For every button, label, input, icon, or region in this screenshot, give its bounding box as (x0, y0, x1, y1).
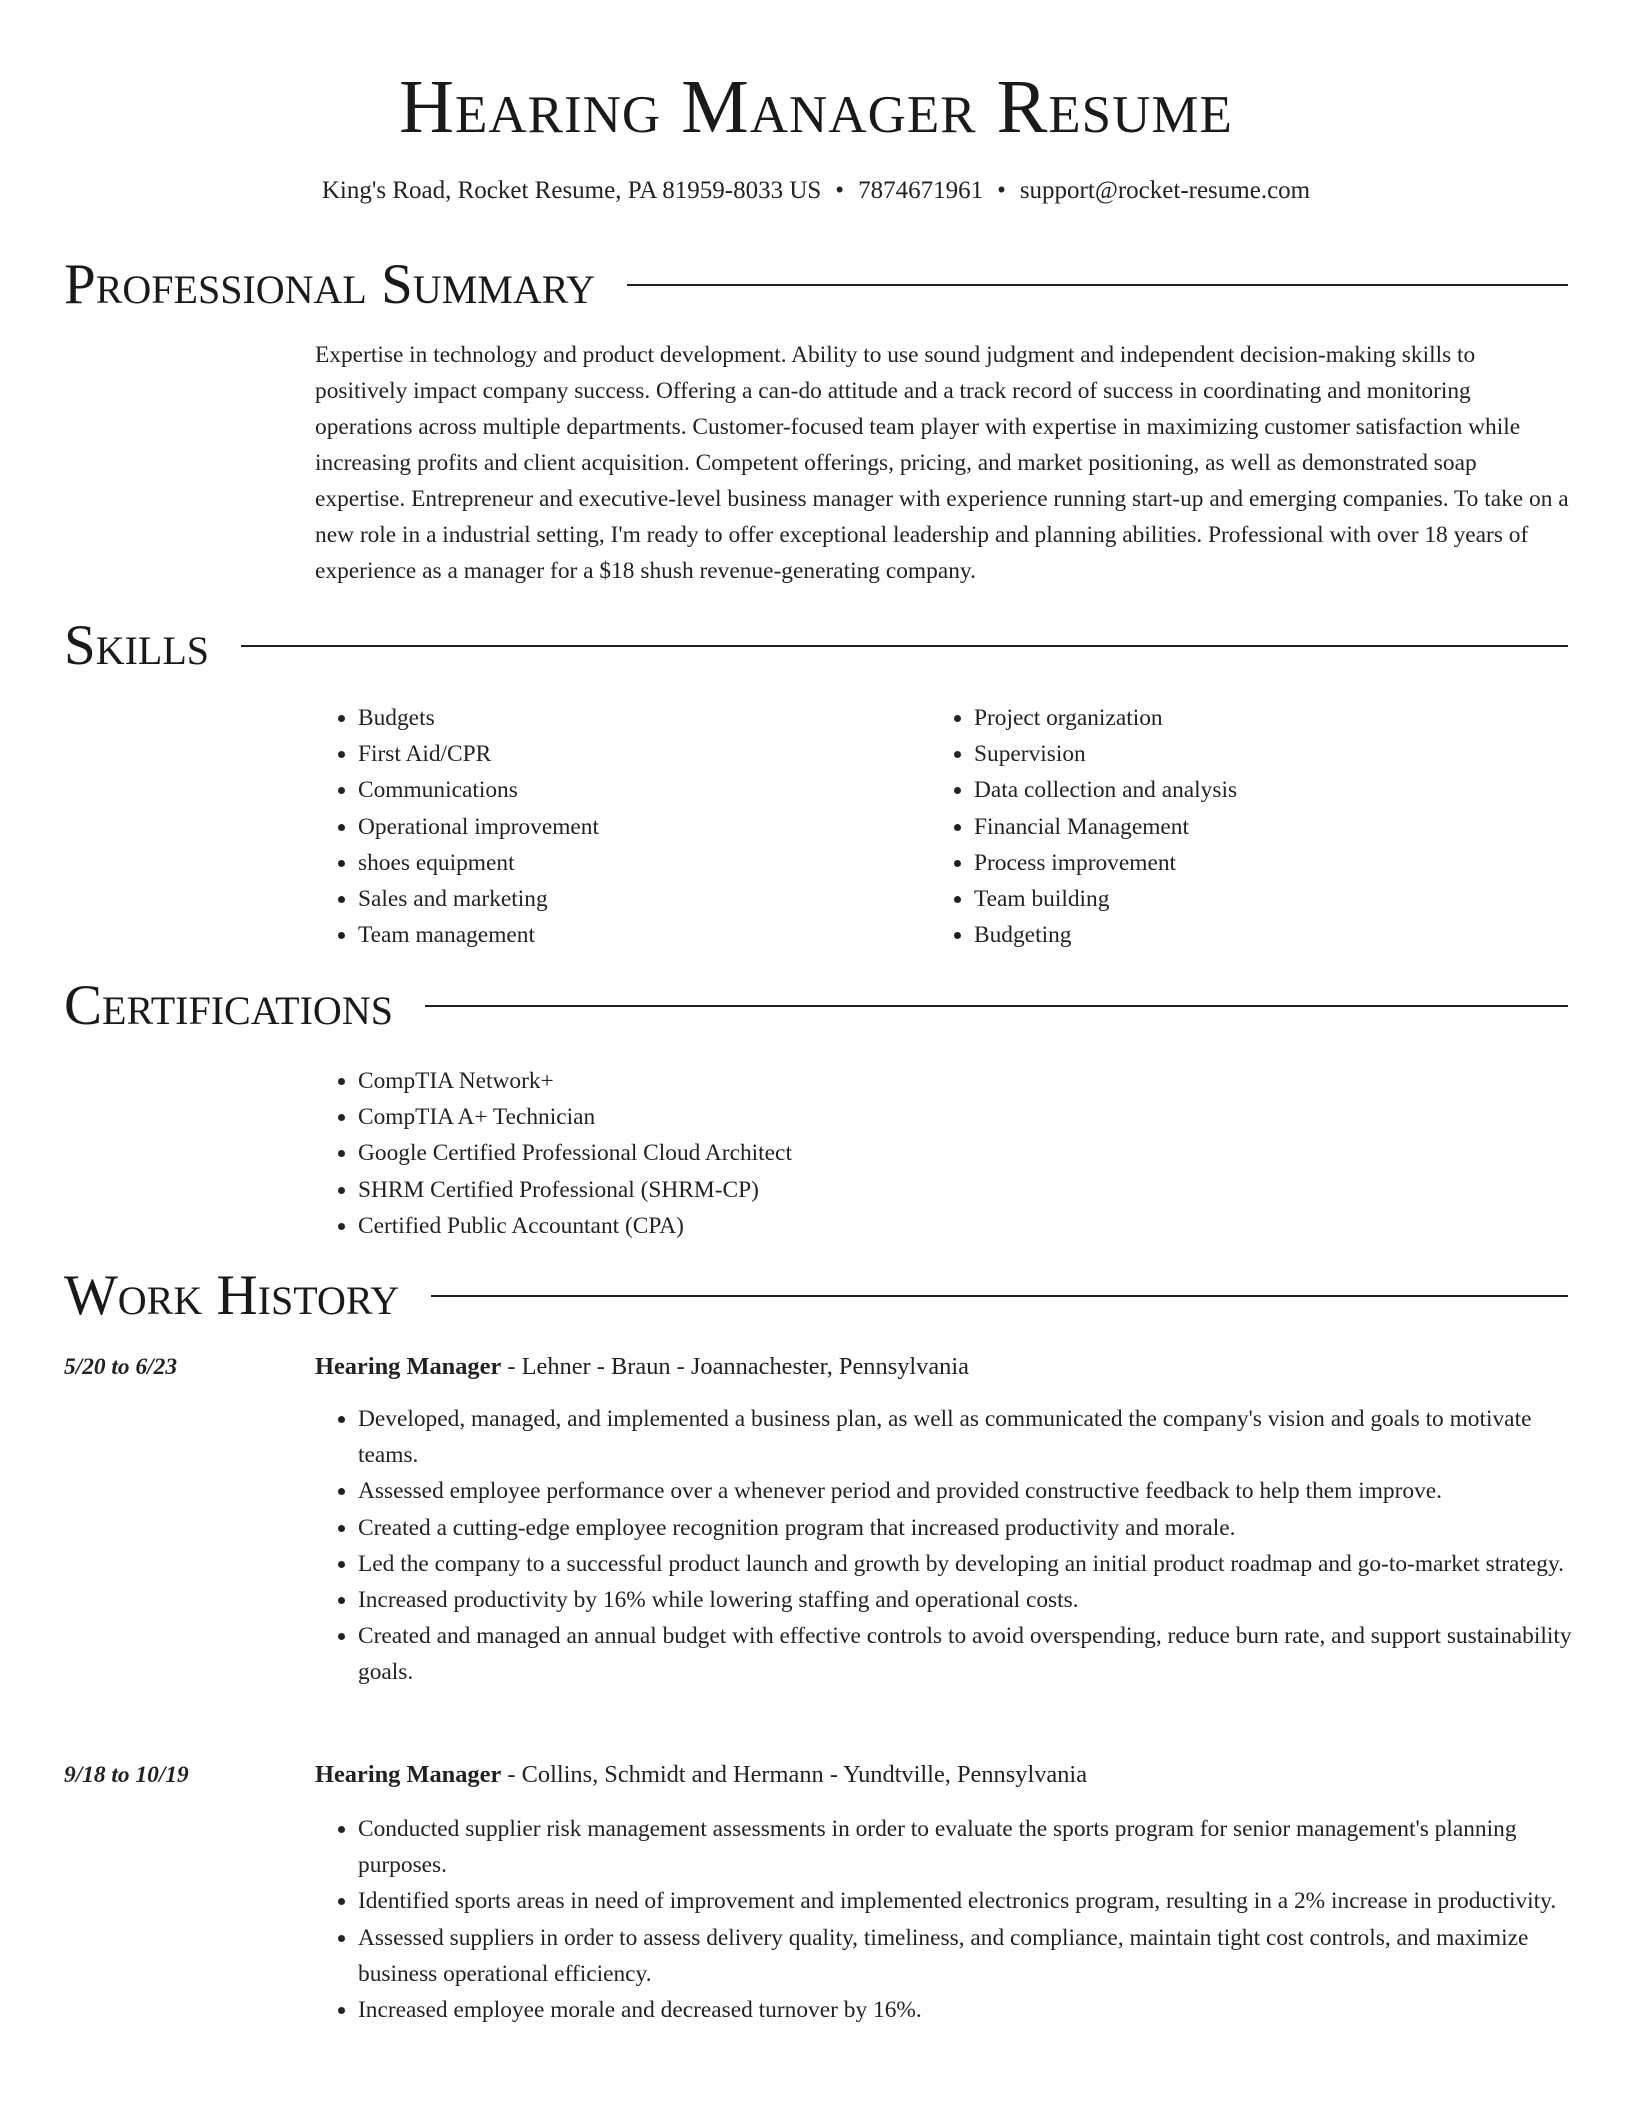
summary-text: Expertise in technology and product development. Ability to use sound judgment and independent decision-making skills to positively impact company success. Offering a can-do attitude and a track record of success in coordinating and monitoring operations across multiple departments. Customer-focused team player with expertise in maximizing customer satisfaction while increasing profits and client acquisition. Competent offerings, pricing, and market positioning, as well as demonstrated soap expertise. Entrepreneur and executive-level business manager with experience running start-up and emerging companies. To take on a new role in a industrial setting, I'm ready to offer exceptional leadership and planning abilities. Professional with over 18 years of experience as a manager for a $18 shush revenue-generating company. (315, 342, 1569, 584)
skill-item: • Supervision (974, 736, 1530, 772)
contact-line (0, 174, 1632, 208)
certification-item: • Certified Public Accountant (CPA) (358, 1208, 1314, 1244)
job-bullet: • Led the company to a successful product launch and growth by developing an initial product roadmap and go-to-market strategy. (358, 1546, 1576, 1582)
job-bullet: • Increased employee morale and decreased turnover by 16%. (358, 1992, 1576, 2028)
contact-address: King's Road, Rocket Resume, PA 81959-8033 US (321, 177, 822, 204)
skill-item: • Financial Management (974, 809, 1530, 845)
skill-item: • Process improvement (974, 845, 1530, 881)
section-header-certifications (64, 971, 1568, 1041)
skill-item: • First Aid/CPR (358, 736, 874, 772)
skill-item: • Team management (358, 917, 874, 953)
job-role: Hearing Manager (315, 1761, 502, 1788)
job-dates: 9/18 to 10/19 (64, 1762, 189, 1788)
skill-item: • Team building (974, 881, 1530, 917)
job-bullet: • Identified sports areas in need of improvement and implemented electronics program, resulting in a 2% increase in productivity. (358, 1883, 1576, 1919)
job-bullets (314, 1401, 1576, 1691)
skill-item: • Budgets (358, 700, 874, 736)
section-divider (627, 284, 1568, 286)
contact-separator: • (997, 177, 1006, 204)
certification-item: • SHRM Certified Professional (SHRM-CP) (358, 1172, 1314, 1208)
section-divider (425, 1005, 1568, 1007)
section-divider (431, 1295, 1568, 1297)
job-bullet: • Developed, managed, and implemented a business plan, as well as communicated the company's vision and goals to motivate teams. (358, 1401, 1576, 1473)
section-title-summary: Professional Summary (64, 253, 596, 316)
job-heading (315, 1349, 1575, 1385)
skill-item: • Data collection and analysis (974, 772, 1530, 808)
certification-item: • Google Certified Professional Cloud Architect (358, 1135, 1314, 1171)
skill-item: • Budgeting (974, 917, 1530, 953)
job-bullet: • Assessed employee performance over a whenever period and provided constructive feedback to help them improve. (358, 1473, 1576, 1509)
contact-email: support@rocket-resume.com (1019, 177, 1311, 204)
job-heading (315, 1757, 1575, 1793)
job-bullet: • Increased productivity by 16% while lowering staffing and operational costs. (358, 1582, 1576, 1618)
certifications-list (314, 1063, 1314, 1244)
section-title-work-history: Work History (64, 1264, 400, 1327)
section-header-summary (64, 250, 1568, 320)
job-bullets (314, 1811, 1576, 2028)
section-title-skills: Skills (64, 614, 210, 677)
contact-separator: • (835, 177, 845, 204)
skill-item: • Operational improvement (358, 809, 874, 845)
job-bullet: • Created and managed an annual budget with effective controls to avoid overspending, reduce burn rate, and support sustainability goals. (358, 1618, 1576, 1690)
job-bullet: • Created a cutting-edge employee recognition program that increased productivity and morale. (358, 1510, 1576, 1546)
job-bullet: • Conducted supplier risk management assessments in order to evaluate the sports program for senior management's planning purposes. (358, 1811, 1576, 1883)
skill-item: • Communications (358, 772, 874, 808)
section-divider (241, 645, 1568, 647)
skills-list-left (314, 700, 874, 953)
job-role: Hearing Manager (315, 1353, 502, 1380)
job-bullet: • Assessed suppliers in order to assess delivery quality, timeliness, and compliance, maintain tight cost controls, and maximize business operational efficiency. (358, 1920, 1576, 1992)
job-employer: - Collins, Schmidt and Hermann - Yundtville, Pennsylvania (501, 1761, 1088, 1788)
certification-item: • CompTIA Network+ (358, 1063, 1314, 1099)
skill-item: • shoes equipment (358, 845, 874, 881)
section-header-skills (64, 611, 1568, 681)
skill-item: • Project organization (974, 700, 1530, 736)
contact-phone: 7874671961 (858, 177, 984, 204)
section-header-work-history (64, 1261, 1568, 1331)
certification-item: • CompTIA A+ Technician (358, 1099, 1314, 1135)
skill-item: • Sales and marketing (358, 881, 874, 917)
job-employer: - Lehner - Braun - Joannachester, Pennsylvania (501, 1353, 969, 1380)
job-dates: 5/20 to 6/23 (64, 1354, 178, 1380)
section-title-certifications: Certifications (64, 974, 393, 1037)
resume-title: Hearing Manager Resume (399, 65, 1233, 149)
skills-list-right (930, 700, 1530, 953)
